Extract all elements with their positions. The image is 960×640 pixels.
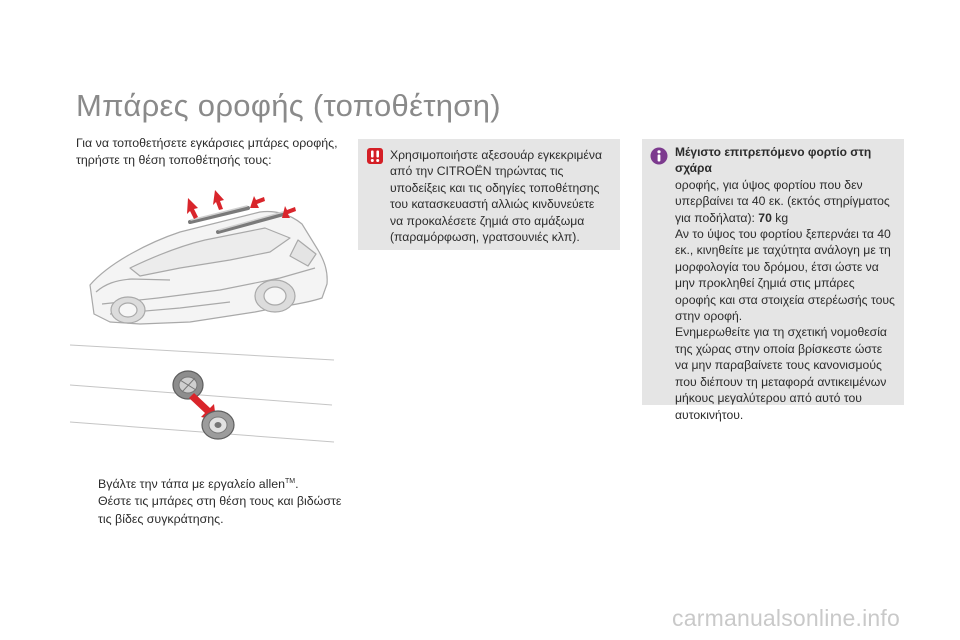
intro-text: Για να τοποθετήσετε εγκάρσιες μπάρες οροφής, τηρήστε τη θέση τοποθέτησής τους: xyxy=(76,136,338,167)
step-item xyxy=(76,493,356,528)
car-outline xyxy=(90,212,327,325)
warning-exclamation-icon xyxy=(366,147,384,165)
screw-closeup xyxy=(202,411,234,439)
step-text: Θέστε τις μπάρες στη θέση τους και βιδώστε τις βίδες συγκράτησης. xyxy=(98,493,342,527)
max-load-unit: kg xyxy=(771,210,789,225)
warning-box xyxy=(358,139,620,250)
cap-closeup xyxy=(173,371,203,399)
step-item xyxy=(76,474,356,493)
info-paragraph-2: Αν το ύψος του φορτίου ξεπερνάει τα 40 εκ., κινηθείτε με ταχύτητα ανάλογη με τη μορφολογία του δρόμου, έτσι ώστε να μην προκληθεί ζημιά στις μπάρες οροφής και στα στοιχεία στερέωσής τους στην οροφή. xyxy=(675,227,895,324)
info-icon xyxy=(650,147,668,165)
max-load-value: 70 xyxy=(758,210,772,225)
info-paragraph-1: οροφής, για ύψος φορτίου που δεν υπερβαίνει τα 40 εκ. (εκτός στηρίγματος για ποδήλατα): xyxy=(675,177,890,225)
step-text: Βγάλτε την τάπα με εργαλείο allen™. xyxy=(98,477,299,492)
info-paragraph-3: Ενημερωθείτε για τη σχετική νομοθεσία της χώρας στην οποία βρίσκεστε ώστε να μην παραβαίνετε τους κανονισμούς που διέπουν τη μεταφορά αντικειμένων μήκους μεγαλύτερου από αυτό του αυτοκινήτου. xyxy=(675,325,887,422)
watermark-text: carmanualsonline.info xyxy=(672,605,900,631)
info-heading: Μέγιστο επιτρεπόμενο φορτίο στη σχάρα xyxy=(675,145,872,176)
page-title: Μπάρες οροφής (τοποθέτηση) xyxy=(76,88,501,123)
step-list xyxy=(76,474,356,528)
info-box xyxy=(642,139,904,422)
warning-text: Χρησιμοποιήστε αξεσουάρ εγκεκριμένα από την CITROËN τηρώντας τις υποδείξεις και τις οδηγίες τοποθέτησης του κατασκευαστή αλλιώς κινδυνεύετε να προκαλέσετε ζημιά στο αμάξωμα (παραμόρφωση, γρατσουνιές κλπ). xyxy=(390,148,603,245)
info-text xyxy=(675,144,896,423)
car-roof-bar-illustration xyxy=(70,180,340,450)
